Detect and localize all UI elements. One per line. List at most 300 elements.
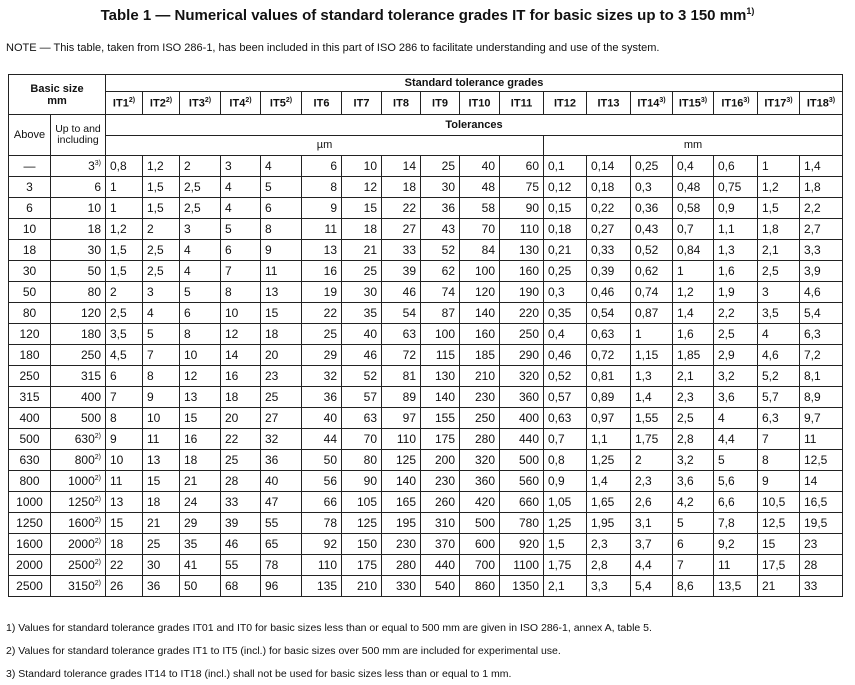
tolerance-cell: 540 [421,576,460,597]
tolerance-cell: 1,8 [800,177,843,198]
tolerance-cell: 6 [302,156,342,177]
table-row [9,198,843,219]
tolerance-cell: 26 [106,576,143,597]
footnote-1: 1) Values for standard tolerance grades IT01 and IT0 for basic sizes less than or equal to 500 mm are given in ISO 286-1, annex A, table 5. [6,622,652,634]
tolerance-cell: 40 [460,156,500,177]
tolerance-cell: 1,5 [106,240,143,261]
tolerance-cell: 1,85 [673,345,714,366]
tolerance-cell: 110 [302,555,342,576]
tolerance-cell: 87 [421,303,460,324]
above-cell: 400 [9,408,51,429]
tolerance-cell: 63 [342,408,382,429]
grade-header-it4: IT4$^{2)}$ [221,92,261,115]
table-row [9,156,843,177]
tolerance-cell: 1,4 [631,387,673,408]
tolerance-cell: 18 [261,324,302,345]
upto-cell: 250 [51,345,106,366]
tolerance-cell: 18 [382,177,421,198]
tolerance-cell: 1,6 [714,261,758,282]
tolerance-cell: 75 [500,177,544,198]
above-cell: 315 [9,387,51,408]
grade-label-row [9,92,843,115]
table-row [9,576,843,597]
tolerance-cell: 15 [758,534,800,555]
tolerance-cell: 1,25 [587,450,631,471]
tolerance-cell: 13,5 [714,576,758,597]
tolerance-cell: 97 [382,408,421,429]
tolerance-cell: 330 [382,576,421,597]
tolerance-cell: 0,18 [544,219,587,240]
tolerance-cell: 190 [500,282,544,303]
table-row [9,492,843,513]
tolerance-cell: 250 [500,324,544,345]
tolerance-cell: 3 [143,282,180,303]
grade-header-it14: IT14$^{3)}$ [631,92,673,115]
tolerance-cell: 110 [382,429,421,450]
tolerance-cell: 1,8 [758,219,800,240]
tolerance-cell: 5,6 [714,471,758,492]
tolerance-cell: 7,2 [800,345,843,366]
upto-cell: 30 [51,240,106,261]
tolerance-cell: 140 [421,387,460,408]
tolerance-cell: 150 [342,534,382,555]
tolerance-cell: 1350 [500,576,544,597]
tolerance-cell: 440 [421,555,460,576]
tolerance-cell: 68 [221,576,261,597]
above-cell: 500 [9,429,51,450]
tolerance-cell: 3,9 [800,261,843,282]
tolerance-cell: 70 [460,219,500,240]
tolerance-cell: 185 [460,345,500,366]
tolerance-cell: 18 [221,387,261,408]
tolerance-cell: 6 [221,240,261,261]
tolerance-cell: 62 [421,261,460,282]
table-row [9,534,843,555]
above-cell: 1000 [9,492,51,513]
grade-header-it8: IT8 [382,92,421,115]
tolerance-cell: 1,4 [673,303,714,324]
upto-cell: 1250$^{2)}$ [51,492,106,513]
tolerance-cell: 25 [221,450,261,471]
tolerance-cell: 4,6 [800,282,843,303]
tolerance-cell: 11 [261,261,302,282]
tolerance-cell: 0,74 [631,282,673,303]
tolerance-cell: 35 [180,534,221,555]
tolerance-cell: 92 [302,534,342,555]
tolerance-cell: 39 [382,261,421,282]
tolerance-cell: 6,6 [714,492,758,513]
grade-header-it15: IT15$^{3)}$ [673,92,714,115]
upto-cell: 3150$^{2)}$ [51,576,106,597]
tolerance-cell: 8 [302,177,342,198]
tolerance-cell: 1,9 [714,282,758,303]
tolerance-cell: 23 [261,366,302,387]
tolerance-cell: 8 [143,366,180,387]
tolerance-cell: 360 [500,387,544,408]
tolerance-cell: 36 [421,198,460,219]
upto-cell: 1000$^{2)}$ [51,471,106,492]
above-cell: 30 [9,261,51,282]
tolerance-cell: 21 [180,471,221,492]
above-header: Above [9,115,51,156]
above-cell: 10 [9,219,51,240]
tolerance-cell: 90 [342,471,382,492]
tolerance-cell: 23 [800,534,843,555]
grade-header-it12: IT12 [544,92,587,115]
tolerance-cell: 0,54 [587,303,631,324]
tolerance-cell: 10 [342,156,382,177]
tolerance-cell: 2,5 [143,261,180,282]
tolerance-cell: 2,1 [673,366,714,387]
tolerance-cell: 46 [342,345,382,366]
tolerance-cell: 18 [180,450,221,471]
tolerance-cell: 920 [500,534,544,555]
tolerance-cell: 7 [143,345,180,366]
tolerance-cell: 0,21 [544,240,587,261]
tolerance-cell: 84 [460,240,500,261]
tolerance-cell: 2,6 [631,492,673,513]
tolerance-cell: 0,18 [587,177,631,198]
tolerance-cell: 2,5 [106,303,143,324]
tolerance-cell: 1,55 [631,408,673,429]
tolerance-cell: 5 [143,324,180,345]
tolerances-header: Tolerances [106,115,843,136]
tolerance-cell: 4 [180,261,221,282]
tolerance-cell: 5,4 [800,303,843,324]
upto-cell: 800$^{2)}$ [51,450,106,471]
tolerance-table [8,74,843,597]
footnote-3: 3) Standard tolerance grades IT14 to IT18 (incl.) shall not be used for basic sizes less than or equal to 1 mm. [6,668,512,680]
above-cell: 6 [9,198,51,219]
tolerance-cell: 230 [421,471,460,492]
tolerance-cell: 2,5 [180,177,221,198]
tolerance-cell: 40 [261,471,302,492]
tolerance-cell: 0,57 [544,387,587,408]
tolerance-cell: 7,8 [714,513,758,534]
tolerance-cell: 2 [631,450,673,471]
tolerance-cell: 57 [342,387,382,408]
tolerance-cell: 3,1 [631,513,673,534]
tolerance-cell: 52 [421,240,460,261]
grade-header-it17: IT17$^{3)}$ [758,92,800,115]
tolerance-cell: 4,2 [673,492,714,513]
table-row [9,303,843,324]
tolerance-cell: 22 [106,555,143,576]
tolerance-cell: 600 [460,534,500,555]
tolerance-cell: 135 [302,576,342,597]
table-row [9,513,843,534]
tolerance-cell: 3 [758,282,800,303]
tolerance-cell: 2,3 [673,387,714,408]
tolerance-cell: 1,3 [631,366,673,387]
tolerance-cell: 1 [106,198,143,219]
tolerance-cell: 81 [382,366,421,387]
tolerance-cell: 2,5 [758,261,800,282]
above-cell: 1600 [9,534,51,555]
tolerance-cell: 2,7 [800,219,843,240]
tolerance-cell: 210 [342,576,382,597]
tolerance-cell: 7 [106,387,143,408]
tolerance-cell: 2,5 [673,408,714,429]
tolerance-cell: 1,65 [587,492,631,513]
tolerance-cell: 115 [421,345,460,366]
grade-header-it3: IT3$^{2)}$ [180,92,221,115]
grade-header-it7: IT7 [342,92,382,115]
tolerance-cell: 5,7 [758,387,800,408]
tolerance-cell: 2,5 [180,198,221,219]
tolerance-cell: 30 [421,177,460,198]
above-cell: 250 [9,366,51,387]
tolerance-cell: 0,39 [587,261,631,282]
tolerance-cell: 3,7 [631,534,673,555]
tolerance-cell: 90 [500,198,544,219]
tolerance-cell: 18 [143,492,180,513]
tolerance-cell: 15 [342,198,382,219]
tolerance-cell: 16 [180,429,221,450]
tolerance-cell: 1,1 [714,219,758,240]
tolerance-cell: 12 [180,366,221,387]
tolerance-cell: 33 [382,240,421,261]
standard-grades-header: Standard tolerance grades [106,75,843,92]
tolerance-cell: 0,27 [587,219,631,240]
tolerance-cell: 15 [106,513,143,534]
tolerance-cell: 39 [221,513,261,534]
tolerance-cell: 36 [261,450,302,471]
tolerance-cell: 2,8 [673,429,714,450]
table-row [9,261,843,282]
tolerance-cell: 19 [302,282,342,303]
tolerance-cell: 33 [800,576,843,597]
upto-cell: 630$^{2)}$ [51,429,106,450]
tolerance-cell: 130 [500,240,544,261]
tolerance-cell: 3 [221,156,261,177]
tolerance-cell: 0,1 [544,156,587,177]
upto-cell: 180 [51,324,106,345]
tolerance-cell: 0,87 [631,303,673,324]
tolerance-cell: 7 [221,261,261,282]
tolerance-cell: 320 [460,450,500,471]
tolerance-cell: 22 [302,303,342,324]
tolerance-cell: 0,6 [714,156,758,177]
upto-cell: 18 [51,219,106,240]
tolerance-cell: 10,5 [758,492,800,513]
tolerance-cell: 21 [758,576,800,597]
tolerance-cell: 6 [106,366,143,387]
tolerance-cell: 5 [673,513,714,534]
unit-millimetre: mm [544,135,843,156]
tolerance-cell: 8 [261,219,302,240]
tolerance-cell: 12,5 [800,450,843,471]
tolerance-cell: 14 [800,471,843,492]
tolerance-cell: 280 [460,429,500,450]
tolerance-cell: 8,9 [800,387,843,408]
tolerance-cell: 9 [302,198,342,219]
tolerance-cell: 0,62 [631,261,673,282]
tolerance-cell: 12,5 [758,513,800,534]
tolerance-cell: 160 [500,261,544,282]
tolerance-cell: 1 [106,177,143,198]
tolerance-cell: 0,8 [106,156,143,177]
tolerance-cell: 4,6 [758,345,800,366]
table-row [9,324,843,345]
tolerance-cell: 4 [261,156,302,177]
above-cell: 50 [9,282,51,303]
tolerance-cell: 290 [500,345,544,366]
tolerance-cell: 0,97 [587,408,631,429]
tolerance-cell: 50 [302,450,342,471]
tolerance-cell: 0,9 [544,471,587,492]
tolerance-cell: 3,6 [673,471,714,492]
tolerance-cell: 10 [180,345,221,366]
tolerance-cell: 43 [421,219,460,240]
tolerance-cell: 5 [221,219,261,240]
tolerance-cell: 200 [421,450,460,471]
table-row [9,282,843,303]
tolerance-cell: 0,36 [631,198,673,219]
tolerance-cell: 25 [421,156,460,177]
tolerance-cell: 0,48 [673,177,714,198]
tolerance-cell: 4 [180,240,221,261]
tolerance-cell: 60 [500,156,544,177]
tolerance-cell: 175 [342,555,382,576]
tolerance-cell: 1,15 [631,345,673,366]
tolerance-cell: 24 [180,492,221,513]
tolerance-cell: 1,2 [143,156,180,177]
table-row [9,555,843,576]
tolerance-cell: 25 [342,261,382,282]
tolerance-cell: 11 [714,555,758,576]
tolerance-cell: 1,1 [587,429,631,450]
above-cell: 80 [9,303,51,324]
tolerance-cell: 0,43 [631,219,673,240]
table-row [9,387,843,408]
tolerance-cell: 155 [421,408,460,429]
footnote-2: 2) Values for standard tolerance grades IT1 to IT5 (incl.) for basic sizes over 500 mm are included for experimental use. [6,645,561,657]
tolerance-cell: 500 [460,513,500,534]
tolerance-cell: 3 [180,219,221,240]
tolerance-cell: 25 [261,387,302,408]
tolerance-cell: 0,33 [587,240,631,261]
tolerance-cell: 17,5 [758,555,800,576]
tolerance-cell: 260 [421,492,460,513]
tolerance-cell: 0,25 [544,261,587,282]
tolerance-cell: 78 [302,513,342,534]
tolerance-cell: 0,75 [714,177,758,198]
tolerance-cell: 2,8 [587,555,631,576]
above-cell: 180 [9,345,51,366]
tolerance-cell: 0,4 [673,156,714,177]
upto-header: Up to and including [51,115,106,156]
tolerance-cell: 3,3 [587,576,631,597]
tolerance-cell: 16 [221,366,261,387]
tolerance-cell: 130 [421,366,460,387]
tolerance-cell: 46 [221,534,261,555]
tolerance-cell: 1,75 [544,555,587,576]
tolerance-cell: 1,5 [106,261,143,282]
tolerance-cell: 40 [302,408,342,429]
tolerance-cell: 140 [460,303,500,324]
above-cell: 1250 [9,513,51,534]
tolerance-cell: 13 [143,450,180,471]
tolerance-cell: 6 [261,198,302,219]
tolerance-cell: 28 [800,555,843,576]
table-row [9,345,843,366]
tolerance-cell: 2,2 [800,198,843,219]
tolerance-cell: 0,81 [587,366,631,387]
tolerance-cell: 4 [758,324,800,345]
table-row [9,450,843,471]
tolerance-cell: 3,6 [714,387,758,408]
tolerance-cell: 220 [500,303,544,324]
tolerance-cell: 72 [382,345,421,366]
upto-cell: 120 [51,303,106,324]
tolerance-cell: 7 [758,429,800,450]
tolerance-cell: 15 [143,471,180,492]
tolerance-cell: 0,72 [587,345,631,366]
tolerance-cell: 2,3 [631,471,673,492]
tolerance-cell: 4 [143,303,180,324]
tolerance-cell: 1,95 [587,513,631,534]
tolerance-cell: 13 [106,492,143,513]
tolerance-cell: 3,3 [800,240,843,261]
tolerance-cell: 96 [261,576,302,597]
upto-cell: 3$^{3)}$ [51,156,106,177]
basic-size-header: Basic size mm [9,75,106,115]
tolerance-cell: 5 [261,177,302,198]
tolerance-cell: 0,63 [587,324,631,345]
tolerance-cell: 10 [143,408,180,429]
grade-header-it11: IT11 [500,92,544,115]
tolerance-cell: 56 [302,471,342,492]
tolerance-cell: 13 [261,282,302,303]
tolerance-cell: 4 [714,408,758,429]
tolerance-cell: 21 [143,513,180,534]
tolerance-cell: 11 [106,471,143,492]
above-cell: — [9,156,51,177]
tolerance-cell: 10 [106,450,143,471]
tolerance-cell: 3,2 [673,450,714,471]
tolerance-cell: 27 [261,408,302,429]
grade-header-it5: IT5$^{2)}$ [261,92,302,115]
table-body [9,156,843,597]
tolerance-cell: 0,14 [587,156,631,177]
tolerance-cell: 9,7 [800,408,843,429]
tolerance-cell: 0,46 [587,282,631,303]
tolerance-cell: 50 [180,576,221,597]
tolerance-cell: 36 [302,387,342,408]
tolerance-cell: 0,46 [544,345,587,366]
tolerance-cell: 8 [180,324,221,345]
tolerance-cell: 4 [221,177,261,198]
upto-cell: 2000$^{2)}$ [51,534,106,555]
tolerance-cell: 250 [460,408,500,429]
tolerance-cell: 2 [106,282,143,303]
tolerance-cell: 32 [302,366,342,387]
tolerance-cell: 160 [460,324,500,345]
tolerance-cell: 6,3 [758,408,800,429]
table-row [9,366,843,387]
tolerance-cell: 0,3 [544,282,587,303]
tolerance-cell: 80 [342,450,382,471]
tolerance-cell: 2,5 [143,240,180,261]
tolerance-cell: 320 [500,366,544,387]
tolerance-cell: 210 [460,366,500,387]
tolerance-cell: 15 [180,408,221,429]
tolerance-cell: 120 [460,282,500,303]
tolerance-cell: 58 [460,198,500,219]
tolerance-cell: 1,05 [544,492,587,513]
tolerance-cell: 175 [421,429,460,450]
